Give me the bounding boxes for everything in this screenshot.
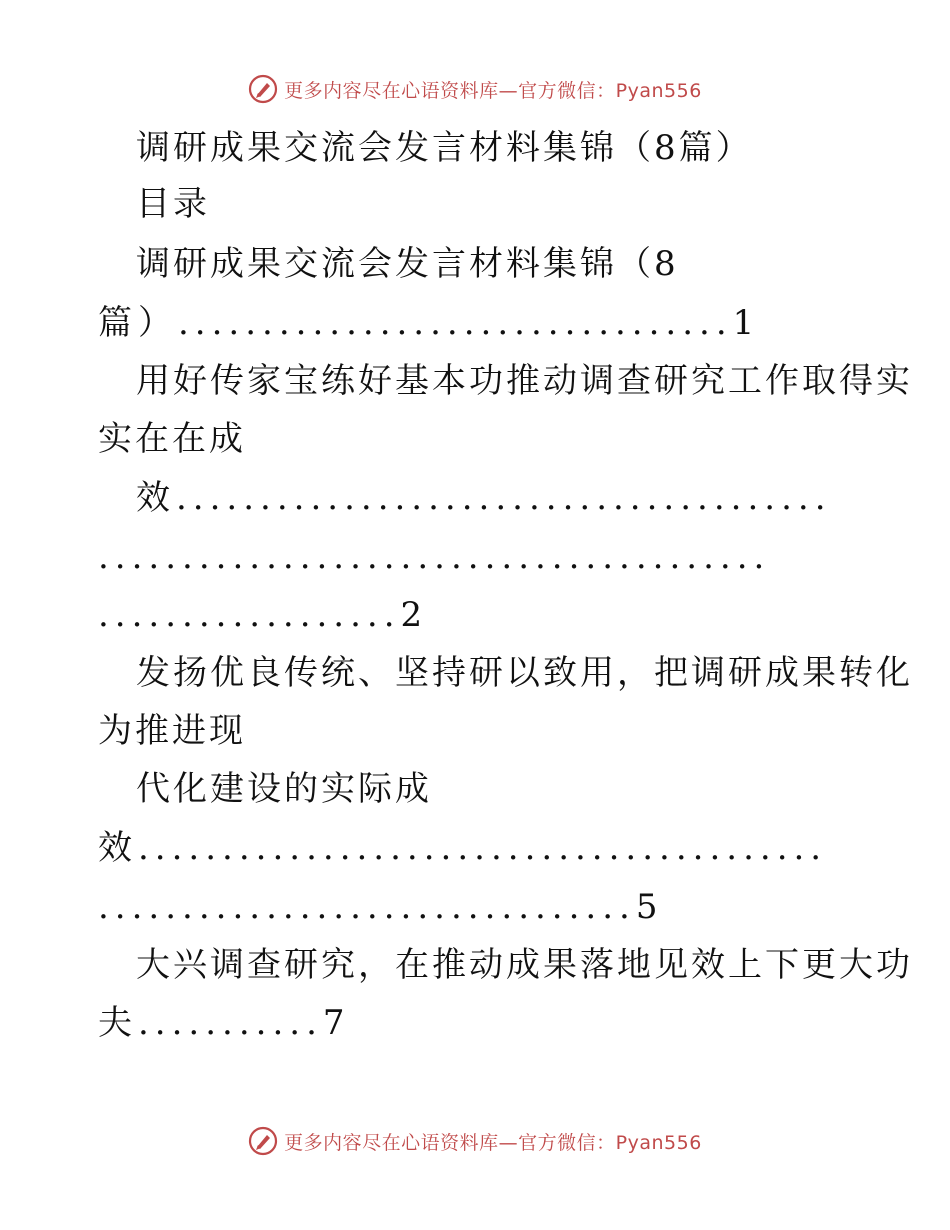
toc-entry-line[interactable]: 效.......................................: [136, 478, 832, 518]
toc-entry-line[interactable]: 篇）.................................1: [98, 303, 761, 343]
toc-entry-line[interactable]: 大兴调查研究，在推动成果落地见效上下更大功: [136, 945, 913, 985]
toc-entry-line[interactable]: ................................5: [98, 887, 664, 927]
toc-entry-line[interactable]: 调研成果交流会发言材料集锦（8: [136, 244, 679, 284]
banner-text: 更多内容尽在心语资料库—官方微信：Pyan556: [284, 1131, 702, 1154]
toc-entry-line[interactable]: 效.........................................: [98, 828, 828, 868]
toc-entry-line[interactable]: 用好传家宝练好基本功推动调查研究工作取得实: [136, 361, 913, 401]
bottom-banner: [0, 1124, 950, 1158]
pen-nib-logo-icon: [248, 1126, 278, 1156]
toc-entry-line[interactable]: ........................................: [98, 537, 771, 577]
pen-nib-logo-icon: [248, 74, 278, 104]
toc-entry-line[interactable]: ..................2: [98, 595, 429, 635]
banner-text: 更多内容尽在心语资料库—官方微信：Pyan556: [284, 79, 702, 102]
toc-heading: 目录: [136, 184, 210, 224]
toc-entry-line[interactable]: 代化建设的实际成: [136, 769, 432, 809]
top-banner: [0, 72, 950, 106]
toc-entry-line[interactable]: 为推进现: [98, 711, 246, 751]
document-title: 调研成果交流会发言材料集锦（8篇）: [136, 128, 753, 168]
toc-entry-line[interactable]: 实在在成: [98, 419, 246, 459]
toc-entry-line[interactable]: 发扬优良传统、坚持研以致用，把调研成果转化: [136, 653, 913, 693]
toc-entry-line[interactable]: 夫...........7: [98, 1003, 351, 1043]
